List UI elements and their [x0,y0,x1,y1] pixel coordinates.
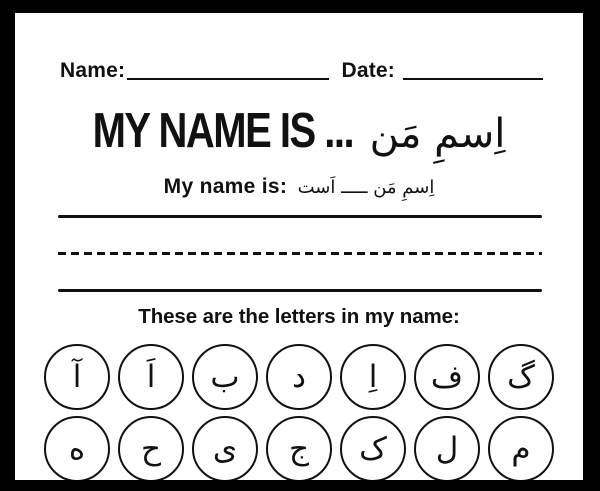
name-date-row [60,59,543,83]
letters-row-2 [15,416,583,480]
writing-line-top [58,215,542,218]
subtitle-english: My name is: [163,175,288,198]
subtitle-persian: اِسمِ مَن ـــــ اَست [297,177,435,198]
name-blank-line [127,78,329,80]
letter-circle: ح [118,416,184,480]
letter-circle: ل [414,416,480,480]
date-label: Date: [341,59,395,82]
letter-circle: ی [192,416,258,480]
letter-circle: اَ [118,344,184,410]
writing-line-dashed [58,252,542,255]
date-blank-line [403,78,543,80]
letters-heading: These are the letters in my name: [138,305,460,328]
worksheet-title [15,104,583,158]
letter-circle: ف [414,344,480,410]
name-label: Name: [60,59,126,82]
letter-circle: اِ [340,344,406,410]
letter-circle: د [266,344,332,410]
letters-row-1 [15,344,583,410]
writing-line-bottom [58,289,542,292]
title-persian: اِسمِ مَن [369,111,506,157]
worksheet-sheet [15,13,583,480]
letter-circle: ه [44,416,110,480]
letter-circle: ج [266,416,332,480]
letter-circle: گ [488,344,554,410]
letter-circle: ک [340,416,406,480]
letter-circle: م [488,416,554,480]
letter-circle: ب [192,344,258,410]
title-english: MY NAME IS ... [92,104,354,158]
letter-circle: آ [44,344,110,410]
subtitle [15,175,583,199]
